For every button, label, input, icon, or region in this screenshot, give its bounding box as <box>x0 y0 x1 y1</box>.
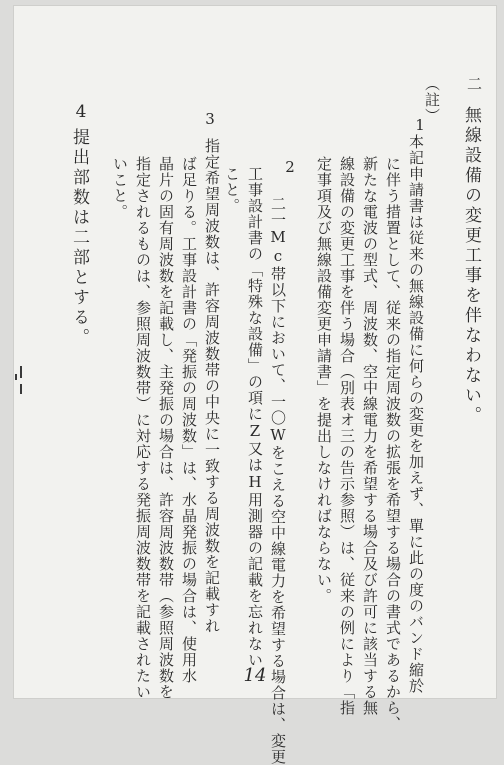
note-number: 4 <box>71 102 91 125</box>
page-number: 14 <box>243 665 267 686</box>
note-label: （註） <box>423 76 441 124</box>
note-number: 2 <box>281 158 299 177</box>
note-line: 二一Mc帯以下において、一〇Wをこえる空中線電力を希望する場合は、変更 <box>269 196 287 765</box>
note-line: 晶片の固有周波数を記載し、主発振の場合は、許容周波数帯（参照周波数を <box>157 156 175 700</box>
margin-mark <box>20 384 22 394</box>
note-line: 指定されるものは、参照周波数帯）に対応する発振周波数帯を記載されたい <box>134 156 152 700</box>
note-line: こと。 <box>223 166 241 214</box>
note-line: に伴う措置として、従来の指定周波数の拡張を希望する場合の書式であるから、 <box>384 156 402 732</box>
margin-mark <box>20 366 22 378</box>
note-line: ば足りる。工事設計書の「発振の周波数」は、水晶発振の場合は、使用水 <box>180 156 198 684</box>
note-line: 定事項及び無線設備変更申請書」を提出しなければならない。 <box>315 156 333 604</box>
section-number: 二 <box>465 76 483 92</box>
note-number: 1 <box>411 116 429 135</box>
margin-mark <box>15 374 17 380</box>
note-line: 工事設計書の「特殊な設備」の項にZ又はH用測器の記載を忘れない <box>246 166 264 668</box>
note-line: いこと。 <box>111 156 129 220</box>
note-line: 線設備の変更工事を伴う場合（別表オ三の告示参照）は、従来の例により「指 <box>338 156 356 716</box>
note-line: 提出部数は二部とする。 <box>69 128 89 348</box>
section-title: 無線設備の変更工事を伴なわない。 <box>461 106 481 426</box>
note-line: 本記申請書は従来の無線設備に何らの変更を加えず、單に此の度のバンド縮於 <box>407 134 425 694</box>
note-line: 指定希望周波数は、許容周波数帯の中央に一致する周波数を記載すれ <box>203 138 221 634</box>
document-page <box>14 6 496 765</box>
note-line: 新たな電波の型式、周波数、空中線電力を希望する場合及び許可に該当する無 <box>361 156 379 716</box>
note-number: 3 <box>201 110 219 129</box>
